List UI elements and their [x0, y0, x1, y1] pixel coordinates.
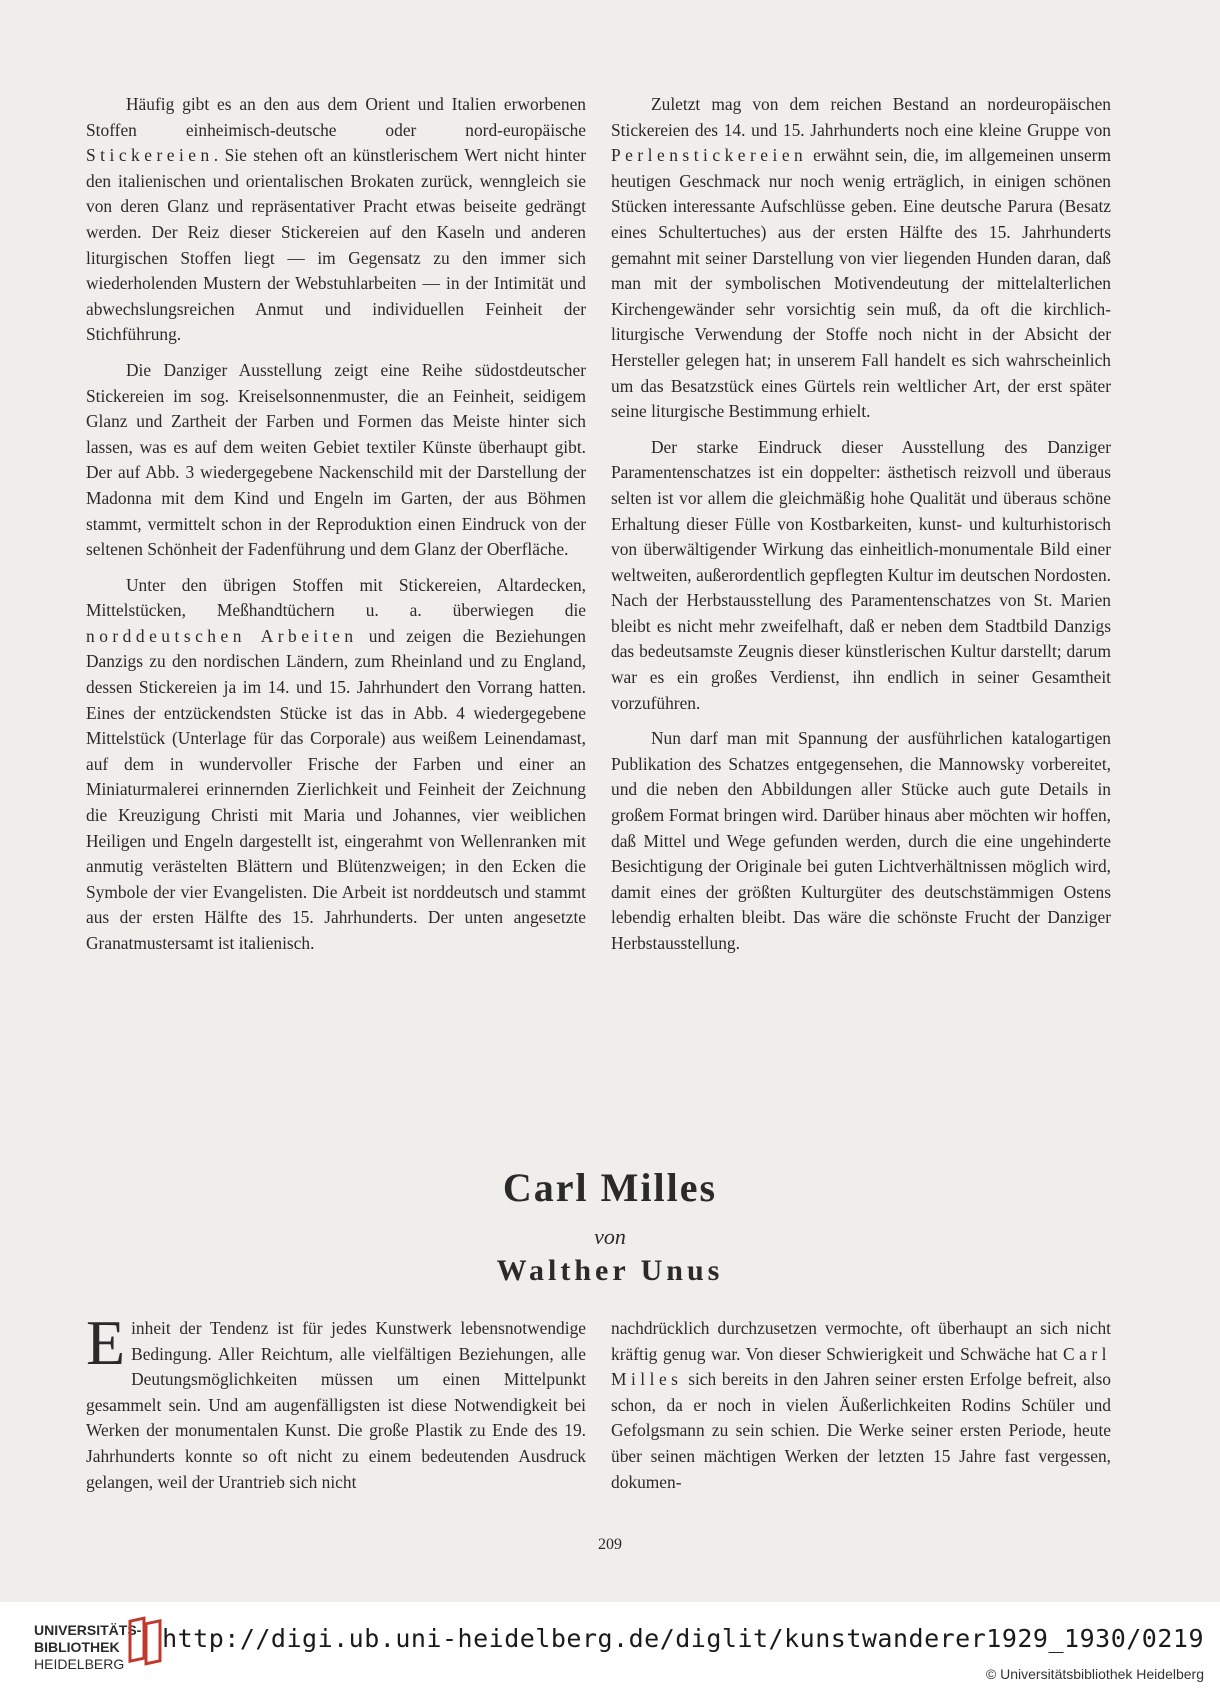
paragraph: Unter den übrigen Stoffen mit Stickereien, Altardecken, Mittelstücken, Meßhandtüchern u. a. überwiegen die norddeutschen Arbeiten und zeigen die Beziehungen Danzigs zu den nordischen Ländern, zum Rheinland und zu England, dessen Stickereien ja im 14. und 15. Jahrhundert den Vorrang hatten. Eines der entzückendsten Stücke ist das in Abb. 4 wiedergegebene Mittelstück (Unterlage für das Corporale) aus weißem Leinendamast, auf dem in wundervoller Frische der Farben und einer an Miniaturmalerei erinnernden Zierlichkeit und Feinheit der Zeichnung die Kreuzigung Christi mit Maria und Johannes, vier weiblichen Heiligen und Engeln dargestellt ist, eingerahmt von Wellenranken mit anmutig verästelten Blättern und Blütenzweigen; in den Ecken die Symbole der vier Evangelisten. Die Arbeit ist norddeutsch und stammt aus der ersten Hälfte des 15. Jahrhunderts. Der unten angesetzte Granatmustersamt ist italienisch. — [86, 574, 586, 953]
article-left-column-top — [86, 92, 586, 957]
paragraph: Nun darf man mit Spannung der ausführlichen katalogartigen Publikation des Schatzes entgegensehen, die Mannowsky vorbereitet, und die neben den Abbildungen aller Stücke auch gute Details in großem Format bringen wird. Darüber hinaus aber möchten wir hoffen, daß Mittel und Wege gefunden werden, durch die eine ungehinderte Besichtigung der Originale bei guten Lichtverhältnissen möglich wird, damit eines der größten Kulturgüter des deutschstämmigen Ostens lebendig erhalten bleibt. Das wäre die schönste Frucht der Danziger Herbstausstellung. — [611, 728, 1111, 953]
source-url-link[interactable]: http://digi.ub.uni-heidelberg.de/diglit/kunstwanderer1929_1930/0219 — [162, 1624, 1204, 1653]
emphasis-stickereien: Stickereien — [86, 145, 214, 166]
logo-line-2: BIBLIOTHEK — [34, 1639, 120, 1655]
page-number: 209 — [598, 1536, 622, 1553]
paragraph: Der starke Eindruck dieser Ausstellung des Danziger Paramentenschatzes ist ein doppelter: ästhetisch reizvoll und überaus selten ist vor allem die gleichmäßig hohe Qualität und überaus schöne Erhaltung dieser Fülle von Kostbarkeiten, kunst- und kulturhistorisch von überwältigender Wirkung das einheitlich-monumentale Bild einer weltweiten, außerordentlich gepflegten Kultur im deutschen Nordosten. Nach der Herbstausstellung des Paramentenschatzes von St. Marien bleibt es nicht mehr zweifelhaft, daß er neben dem Stadtbild Danzigs das bedeutsamste Zeugnis dieser künstlerischen Kultur darstellt; darum war es ein großes Verdienst, ihn endlich in seiner Gesamtheit vorzuführen. — [611, 436, 1111, 713]
article-right-column-top — [611, 92, 1111, 957]
paragraph: Einheit der Tendenz ist für jedes Kunstwerk lebensnotwendige Bedingung. Aller Reichtum, alle vielfältigen Beziehungen, alle Deutungsmöglichkeiten müssen um einen Mittelpunkt gesammelt sein. Und am augenfälligsten ist diese Notwendigkeit bei Werken der monumentalen Kunst. Die große Plastik zu Ende des 19. Jahrhunderts konnte so oft nicht zu einem bedeutenden Ausdruck gelangen, weil der Urantrieb sich nicht — [86, 1307, 586, 1492]
paragraph: Die Danziger Ausstellung zeigt eine Reihe südostdeutscher Stickereien im sog. Kreiselsonnenmuster, die an Feinheit, seidigem Glanz und Zartheit der Farben und Formen das Meiste hinter sich lassen, was es auf dem weiten Gebiet textiler Künste überhaupt gibt. Der auf Abb. 3 wiedergegebene Nackenschild mit der Darstellung der Madonna mit dem Kind und Engeln im Garten, der aus Böhmen stammt, vermittelt schon in der Reproduktion einen Eindruck von der seltenen Schönheit der Fadenführung und dem Glanz der Oberfläche. — [86, 359, 586, 560]
footer-bar — [0, 1602, 1220, 1692]
emphasis-perlenstickereien: Perlenstickereien — [611, 145, 808, 166]
emphasis-carl-milles: Carl Milles — [611, 1343, 1111, 1390]
paragraph: Häufig gibt es an den aus dem Orient und Italien erworbenen Stoffen einheimisch-deutsche oder nord-europäische Stickereien. Sie stehen oft an künstlerischem Wert nicht hinter den italienischen und orientalischen Brokaten zurück, wenngleich sie von deren Glanz und repräsentativer Pracht etwas beiseite gedrängt werden. Der Reiz dieser Stickereien auf den Kaseln und anderen liturgischen Stoffen liegt — im Gegensatz zu den immer sich wiederholenden Mustern der Webstuhlarbeiten — in der Intimität und abwechslungsreichen Anmut und individuellen Feinheit der Stichführung. — [86, 94, 586, 345]
drop-cap: E — [86, 1307, 126, 1378]
paragraph: nachdrücklich durchzusetzen vermochte, oft überhaupt an sich nicht kräftig genug war. Von dieser Schwierigkeit und Schwäche hat Carl Milles sich bereits in den Jahren seiner ersten Erfolge befreit, also schon, da er noch in vielen Äußerlichkeiten Rodins Schüler und Gefolgsmann zu sein schien. Die Werke seiner ersten Periode, heute über seinen mächtigen Werken der letzten 15 Jahre fast vergessen, dokumen- — [611, 1318, 1111, 1492]
article-title: Carl Milles — [502, 1165, 718, 1210]
byline-von: von — [594, 1224, 626, 1249]
article2-right-column — [611, 1316, 1111, 1495]
paragraph: Zuletzt mag von dem reichen Bestand an nordeuropäischen Stickereien des 14. und 15. Jahrhunderts noch eine kleine Gruppe von Perlenstickereien erwähnt sein, die, im allgemeinen unserm heutigen Geschmack nur noch wenig erträglich, in einigen schönen Stücken interessante Aufschlüsse geben. Eine deutsche Parura (Besatz eines Schultertuches) aus der ersten Hälfte des 15. Jahrhunderts gemahnt mit seiner Darstellung von vier liegenden Hunden daran, daß man mit der symbolischen Motivendeutung der mittelalterlichen Kirchengewänder sehr vorsichtig sein muß, da oft die kirchlich-liturgische Verwendung der Stoffe noch nicht in der Absicht der Hersteller gelegen hat; in unserem Fall handelt es sich wahrscheinlich um das Besatzstück eines Gürtels rein weltlicher Art, der erst später seine liturgische Bestimmung erhielt. — [611, 94, 1111, 422]
logo-line-3: HEIDELBERG — [34, 1656, 125, 1672]
emphasis-norddeutschen-arbeiten: norddeutschen Arbeiten — [86, 625, 358, 646]
article2-left-column — [86, 1307, 586, 1495]
copyright-notice: © Universitätsbibliothek Heidelberg — [985, 1666, 1204, 1682]
logo-line-1: UNIVERSITÄTS- — [34, 1622, 142, 1638]
article-author: Walther Unus — [496, 1254, 724, 1287]
